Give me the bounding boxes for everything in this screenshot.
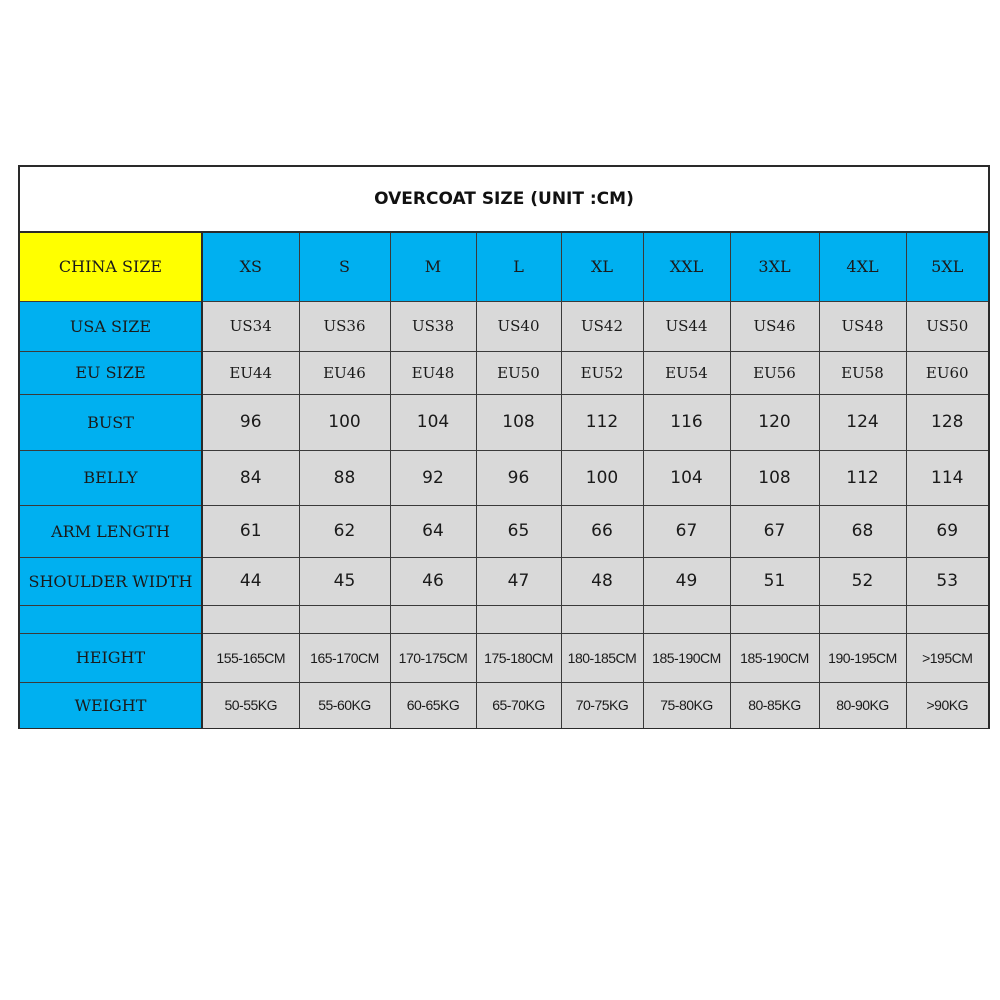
table-cell: 64 xyxy=(390,505,476,557)
table-cell: 80-85KG xyxy=(730,682,819,728)
row-label: SHOULDER WIDTH xyxy=(20,557,202,605)
size-header-cell: XL xyxy=(561,233,643,301)
table-cell: EU52 xyxy=(561,351,643,394)
table-cell: 165-170CM xyxy=(299,633,390,682)
table-cell: 50-55KG xyxy=(202,682,299,728)
table-cell: 114 xyxy=(906,450,988,505)
row-label: ARM LENGTH xyxy=(20,505,202,557)
table-cell xyxy=(202,605,299,633)
size-table-body xyxy=(20,233,988,728)
table-cell: 170-175CM xyxy=(390,633,476,682)
table-cell: US46 xyxy=(730,301,819,351)
table-cell: EU54 xyxy=(643,351,730,394)
table-cell: 112 xyxy=(819,450,906,505)
table-cell: US44 xyxy=(643,301,730,351)
table-cell: US40 xyxy=(476,301,561,351)
table-row xyxy=(20,450,988,505)
table-cell: 92 xyxy=(390,450,476,505)
row-label: BUST xyxy=(20,394,202,450)
table-cell: US48 xyxy=(819,301,906,351)
table-cell: 51 xyxy=(730,557,819,605)
table-row xyxy=(20,557,988,605)
table-cell: 124 xyxy=(819,394,906,450)
table-cell: 108 xyxy=(476,394,561,450)
table-cell: 61 xyxy=(202,505,299,557)
table-cell: 96 xyxy=(202,394,299,450)
table-row xyxy=(20,505,988,557)
table-cell: 75-80KG xyxy=(643,682,730,728)
table-cell: 70-75KG xyxy=(561,682,643,728)
table-cell: 175-180CM xyxy=(476,633,561,682)
row-label: WEIGHT xyxy=(20,682,202,728)
size-header-cell: 4XL xyxy=(819,233,906,301)
table-cell: EU58 xyxy=(819,351,906,394)
table-row xyxy=(20,301,988,351)
table-cell: 65 xyxy=(476,505,561,557)
table-cell: 55-60KG xyxy=(299,682,390,728)
table-cell: 53 xyxy=(906,557,988,605)
table-cell xyxy=(643,605,730,633)
size-header-cell: S xyxy=(299,233,390,301)
table-cell: 47 xyxy=(476,557,561,605)
table-row xyxy=(20,605,988,633)
table-cell: 60-65KG xyxy=(390,682,476,728)
row-label: USA SIZE xyxy=(20,301,202,351)
table-cell: 185-190CM xyxy=(730,633,819,682)
table-cell: 96 xyxy=(476,450,561,505)
table-cell: 44 xyxy=(202,557,299,605)
table-cell xyxy=(730,605,819,633)
table-cell: US34 xyxy=(202,301,299,351)
table-cell: 66 xyxy=(561,505,643,557)
table-cell: 62 xyxy=(299,505,390,557)
table-cell: 190-195CM xyxy=(819,633,906,682)
table-cell: 120 xyxy=(730,394,819,450)
table-cell: 155-165CM xyxy=(202,633,299,682)
table-cell: 185-190CM xyxy=(643,633,730,682)
table-cell xyxy=(390,605,476,633)
table-cell: 104 xyxy=(390,394,476,450)
table-row xyxy=(20,394,988,450)
table-cell xyxy=(906,605,988,633)
china-size-label: CHINA SIZE xyxy=(20,233,202,301)
table-cell: 45 xyxy=(299,557,390,605)
table-cell: 128 xyxy=(906,394,988,450)
table-cell: >195CM xyxy=(906,633,988,682)
row-label: HEIGHT xyxy=(20,633,202,682)
table-cell: EU44 xyxy=(202,351,299,394)
table-row xyxy=(20,351,988,394)
table-cell: 52 xyxy=(819,557,906,605)
size-header-cell: XS xyxy=(202,233,299,301)
table-cell xyxy=(476,605,561,633)
table-cell: 48 xyxy=(561,557,643,605)
chart-title: OVERCOAT SIZE (UNIT :CM) xyxy=(20,167,988,233)
table-cell: US36 xyxy=(299,301,390,351)
table-cell: 84 xyxy=(202,450,299,505)
table-cell: EU60 xyxy=(906,351,988,394)
header-row xyxy=(20,233,988,301)
size-table xyxy=(20,233,988,728)
table-row xyxy=(20,633,988,682)
row-label xyxy=(20,605,202,633)
table-row xyxy=(20,682,988,728)
size-header-cell: L xyxy=(476,233,561,301)
table-cell: 180-185CM xyxy=(561,633,643,682)
size-header-cell: M xyxy=(390,233,476,301)
table-cell: US50 xyxy=(906,301,988,351)
size-header-cell: XXL xyxy=(643,233,730,301)
table-cell xyxy=(299,605,390,633)
table-cell: 116 xyxy=(643,394,730,450)
table-cell: 80-90KG xyxy=(819,682,906,728)
table-cell: 46 xyxy=(390,557,476,605)
table-cell: 108 xyxy=(730,450,819,505)
table-cell: 100 xyxy=(561,450,643,505)
table-cell: 100 xyxy=(299,394,390,450)
row-label: BELLY xyxy=(20,450,202,505)
table-cell xyxy=(561,605,643,633)
size-chart xyxy=(18,165,990,729)
table-cell: 112 xyxy=(561,394,643,450)
table-cell: US38 xyxy=(390,301,476,351)
size-header-cell: 3XL xyxy=(730,233,819,301)
table-cell: 68 xyxy=(819,505,906,557)
table-cell: EU50 xyxy=(476,351,561,394)
table-cell: 88 xyxy=(299,450,390,505)
table-cell: EU46 xyxy=(299,351,390,394)
table-cell: >90KG xyxy=(906,682,988,728)
row-label: EU SIZE xyxy=(20,351,202,394)
table-cell: EU56 xyxy=(730,351,819,394)
table-cell: 49 xyxy=(643,557,730,605)
table-cell: 67 xyxy=(730,505,819,557)
table-cell: 67 xyxy=(643,505,730,557)
size-header-cell: 5XL xyxy=(906,233,988,301)
table-cell: US42 xyxy=(561,301,643,351)
table-cell xyxy=(819,605,906,633)
table-cell: 104 xyxy=(643,450,730,505)
table-cell: 65-70KG xyxy=(476,682,561,728)
table-cell: 69 xyxy=(906,505,988,557)
table-cell: EU48 xyxy=(390,351,476,394)
